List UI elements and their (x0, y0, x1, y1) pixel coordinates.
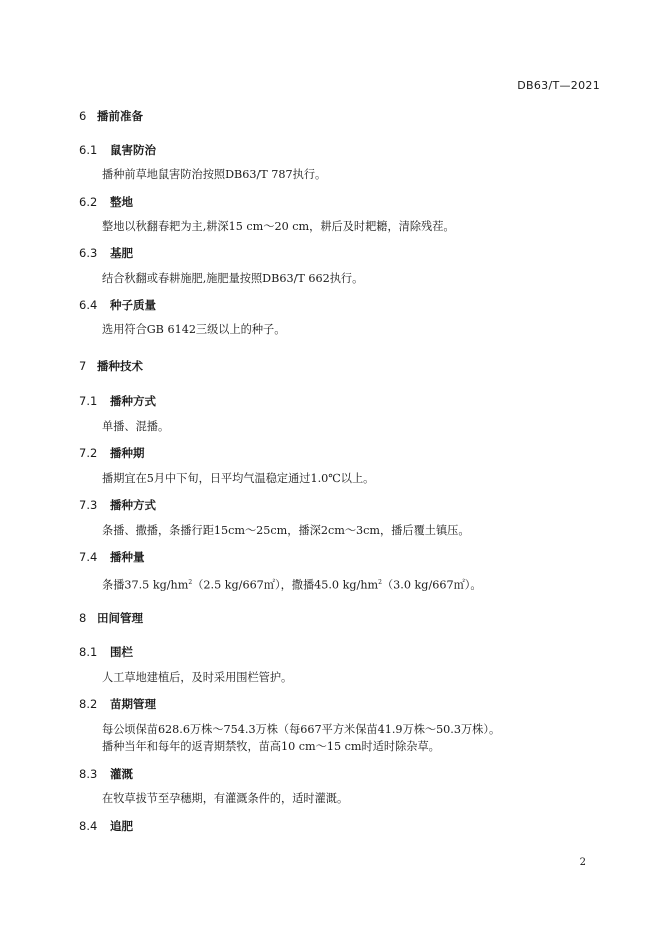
paragraph-8-2-line-1: 每公顷保苗628.6万株～754.3万株（每667平方米保苗41.9万株～50.3万株）。 (102, 723, 501, 736)
section-number: 7.4 (79, 550, 98, 564)
section-number: 7.2 (79, 446, 98, 460)
section-title: 种子质量 (110, 298, 156, 312)
seeding-rate-tail: （3.0 kg/667㎡）。 (381, 578, 482, 592)
section-title: 围栏 (110, 645, 133, 659)
section-number: 7 (79, 359, 87, 373)
section-6-heading (79, 108, 143, 124)
section-title: 基肥 (110, 246, 133, 260)
paragraph-8-1: 人工草地建植后，及时采用围栏管护。 (102, 671, 293, 684)
paragraph-8-2-line-2: 播种当年和每年的返青期禁牧，苗高10 cm～15 cm时适时除杂草。 (102, 740, 440, 753)
section-title: 播种方式 (110, 394, 156, 408)
section-7-3-heading (79, 497, 156, 513)
section-7-2-heading (79, 445, 145, 461)
section-8-3-heading (79, 766, 133, 782)
paragraph-7-4 (102, 575, 482, 594)
paragraph-8-3: 在牧草拔节至孕穗期，有灌溉条件的，适时灌溉。 (102, 792, 349, 805)
section-title: 灌溉 (110, 767, 133, 781)
superscript: 2 (188, 579, 193, 586)
document-code: DB63/T—2021 (517, 79, 600, 92)
section-title: 播种方式 (110, 498, 156, 512)
section-title: 播种期 (110, 446, 145, 460)
section-number: 6.3 (79, 246, 98, 260)
section-number: 8.1 (79, 645, 98, 659)
paragraph-6-2: 整地以秋翻春耙为主,耕深15 cm～20 cm，耕后及时耙耱，清除残茬。 (102, 220, 455, 233)
section-title: 播种技术 (97, 359, 143, 373)
section-number: 7.1 (79, 394, 98, 408)
section-title: 田间管理 (97, 611, 143, 625)
paragraph-6-4: 选用符合GB 6142三级以上的种子。 (102, 323, 286, 336)
paragraph-6-1: 播种前草地鼠害防治按照DB63/T 787执行。 (102, 168, 327, 181)
section-8-1-heading (79, 644, 133, 660)
section-8-heading (79, 610, 143, 626)
section-number: 6.2 (79, 195, 98, 209)
section-number: 7.3 (79, 498, 98, 512)
seeding-rate-broadcast: （2.5 kg/667㎡），撒播45.0 kg/hm (192, 578, 379, 592)
paragraph-6-3: 结合秋翻或春耕施肥,施肥量按照DB63/T 662执行。 (102, 272, 364, 285)
section-number: 6.4 (79, 298, 98, 312)
section-7-4-heading (79, 549, 145, 565)
section-6-4-heading (79, 297, 156, 313)
section-6-1-heading (79, 142, 156, 158)
superscript: 2 (378, 579, 382, 586)
page-number: 2 (579, 857, 586, 868)
paragraph-7-1: 单播、混播。 (102, 420, 170, 433)
section-number: 8.3 (79, 767, 98, 781)
section-8-4-heading (79, 818, 133, 834)
section-8-2-heading (79, 696, 156, 712)
section-6-2-heading (79, 194, 133, 210)
paragraph-7-3: 条播、撒播，条播行距15cm～25cm，播深2cm～3cm，播后覆土镇压。 (102, 524, 470, 537)
section-title: 播种量 (110, 550, 145, 564)
section-number: 8 (79, 611, 87, 625)
section-number: 8.2 (79, 697, 98, 711)
section-title: 整地 (110, 195, 133, 209)
section-7-1-heading (79, 393, 156, 409)
section-title: 鼠害防治 (110, 143, 156, 157)
section-6-3-heading (79, 245, 133, 261)
section-title: 苗期管理 (110, 697, 156, 711)
section-title: 追肥 (110, 819, 133, 833)
section-number: 8.4 (79, 819, 98, 833)
section-7-heading (79, 358, 143, 374)
section-title: 播前准备 (97, 109, 143, 123)
section-number: 6.1 (79, 143, 98, 157)
section-number: 6 (79, 109, 87, 123)
seeding-rate-drill: 条播37.5 kg/hm (102, 578, 189, 592)
paragraph-7-2: 播期宜在5月中下旬，日平均气温稳定通过1.0℃以上。 (102, 472, 375, 485)
